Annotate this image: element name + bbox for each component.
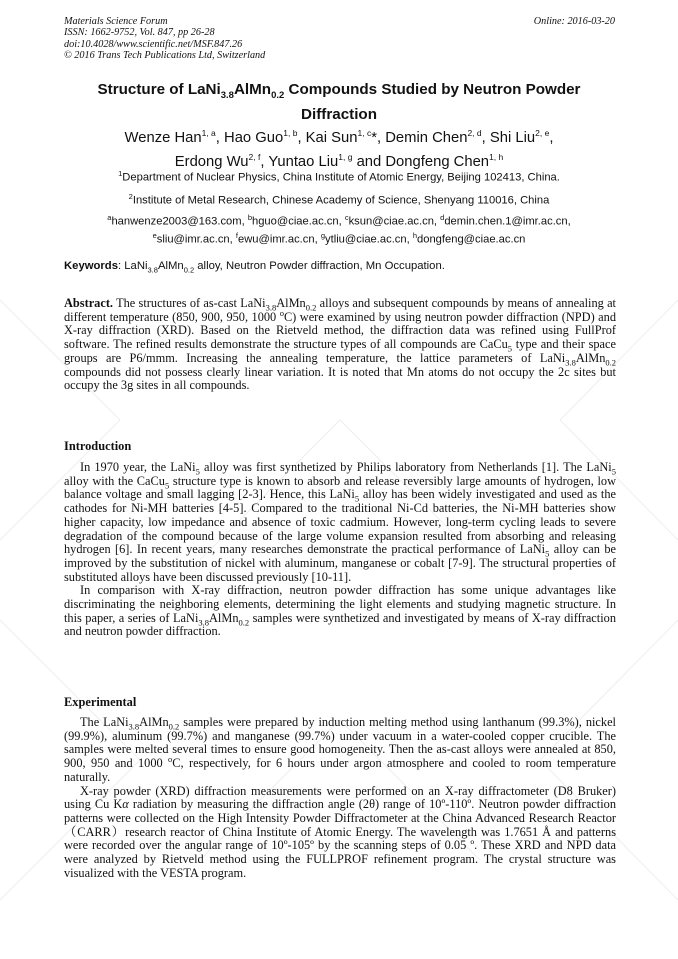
author: Kai Sun$^{1, c}$* [305,128,377,146]
paragraph: The LaNi$_{3.8}$AlMn$_{0.2}$ samples were prepared by induction melting method using lanthanum (99.3%), nickel (99.9%), aluminum (99.7%) and manganese (99.7%) under vacuum in a water-cooled copper crucible. The samples were melted several times to ensure good homogeneity. Then the as-cast alloys were annealed at 850, 900, 950 and 1000 $^o$C, respectively, for 6 hours under argon atmosphere and cooled to room temperature naturally. [64,715,616,784]
copyright-line: © 2016 Trans Tech Publications Ltd, Switzerland [64,50,266,62]
keywords: Keywords: LaNi$_{3.8}$AlMn$_{0.2}$ alloy, Neutron Powder diffraction, Mn Occupation. [64,260,445,275]
section-heading-experimental: Experimental [64,695,137,709]
author: Shi Liu$^{2, e}$ [489,128,550,146]
online-date: Online: 2016-03-20 [533,16,615,27]
author-list: Wenze Han$^{1, a}$, Hao Guo$^{1, b}$, Kai Sun$^{1, c}$*, Demin Chen$^{2, d}$, Shi Liu$^{2, e}$, Erdong Wu$^{2, f}$, Yuntao Liu$^{1, g}$ and Dongfeng Chen$^{1, h}$ [124,128,554,170]
paragraph: X-ray powder (XRD) diffraction measurements were performed on an X-ray diffractometer (D8 Bruker) using Cu Kα radiation by measuring the diffraction angle (2θ) range of 10º-110º. Neutron powder diffraction patterns were collected on the High Intensity Powder Diffractometer at the China Advanced Research Reactor（CARR）research reactor of China Institute of Atomic Energy. The wavelength was 1.7651 Å and patterns were recorded over the angular range of 10º-105º by the scanning steps of 0.05 º. These XRD and NPD data were analyzed by Rietveld method using the FULLPROF refinement program. The crystal structure was visualized with the VESTA program. [64,783,616,880]
issn-line: ISSN: 1662-9752, Vol. 847, pp 26-28 [64,27,215,39]
affiliation-2: $^2$Institute of Metal Research, Chinese Academy of Science, Shenyang 110016, China [128,192,550,207]
author: Hao Guo$^{1, b}$ [224,128,298,146]
journal-header [64,16,265,62]
email-list [60,211,618,246]
author: Yuntao Liu$^{1, g}$ [268,151,353,170]
section-heading-introduction: Introduction [64,439,132,453]
abstract-label: Abstract. [64,296,114,310]
email-line-1: $^a$hanwenze2003@163.com, $^b$hguo@ciae.ac.cn, $^c$ksun@ciae.ac.cn, $^d$demin.chen.1@imr.ac.cn, [107,213,571,228]
author: Demin Chen$^{2, d}$ [385,128,482,146]
author: Erdong Wu$^{2, f}$ [174,151,261,170]
email-line-2: $^e$sliu@imr.ac.cn, $^f$ewu@imr.ac.cn, $^g$ytliu@ciae.ac.cn, $^h$dongfeng@ciae.ac.cn [152,230,526,246]
abstract: Abstract. The structures of as-cast LaNi$_{3.8}$AlMn$_{0.2}$ alloys and subsequent compounds by means of annealing at different temperature (850, 900, 950, 1000 $^o$C) were examined by using neutron powder diffraction (NPD) and X-ray diffraction (XRD). Based on the Rietveld method, the diffraction data was refined using FullProf software. The refined results demonstrate the structure types of all compounds are CaCu$_5$ type and their space groups are P6/mmm. Increasing the annealing temperature, the lattice parameters of LaNi$_{3.8}$AlMn$_{0.2}$ compounds did not possess clearly linear variation. It is noted that Mn atoms do not occupy the 2c sites but occupy the 3g sites in all compounds. [64,296,617,393]
experimental-body [64,716,616,880]
doi-line: doi:10.4028/www.scientific.net/MSF.847.26 [64,38,243,50]
author: Dongfeng Chen$^{1, h}$ [385,151,504,170]
paper-title: Structure of LaNi$_{3.8}$AlMn$_{0.2}$ Compounds Studied by Neutron Powder Diffraction [97,81,581,124]
author: Wenze Han$^{1, a}$ [124,128,216,146]
paragraph: In comparison with X-ray diffraction, neutron powder diffraction has some unique advantages like discriminating the neighboring elements, determining the light elements and studying magnetic structure. In this paper, a series of LaNi$_{3.8}$AlMn$_{0.2}$ samples were synthetized and investigated by means of X-ray diffraction and neutron powder diffraction. [64,583,616,639]
affiliation-1: $^1$Department of Nuclear Physics, China Institute of Atomic Energy, Beijing 102413, China. [118,169,560,184]
journal-name: Materials Science Forum [64,16,168,27]
paragraph: In 1970 year, the LaNi$_5$ alloy was first synthetized by Philips laboratory from Netherlands [1]. The LaNi$_5$ alloy with the CaCu$_5$ structure type is known to absorb and release reversibly large amounts of hydrogen, low balance voltage and small lagging [2-3]. Hence, this LaNi$_5$ alloy has been widely investigated and used as the cathodes for Ni-MH batteries [4-5]. Compared to the traditional Ni-Cd batteries, the Ni-MH batteries show higher capacity, low impedance and absence of toxic cadmium. However, long-term cycling leads to severe degradation of the compound because of the large volume expansion resulted from absorbing and releasing hydrogen [6]. In recent years, many researches demonstrate the practical performance of LaNi$_5$ alloy can be improved by the substitution of nickel with aluminum, manganese or cobalt [7-9]. The structural properties of substituted alloys have been discussed previously [10-11]. [64,460,616,584]
introduction-body [64,461,616,639]
